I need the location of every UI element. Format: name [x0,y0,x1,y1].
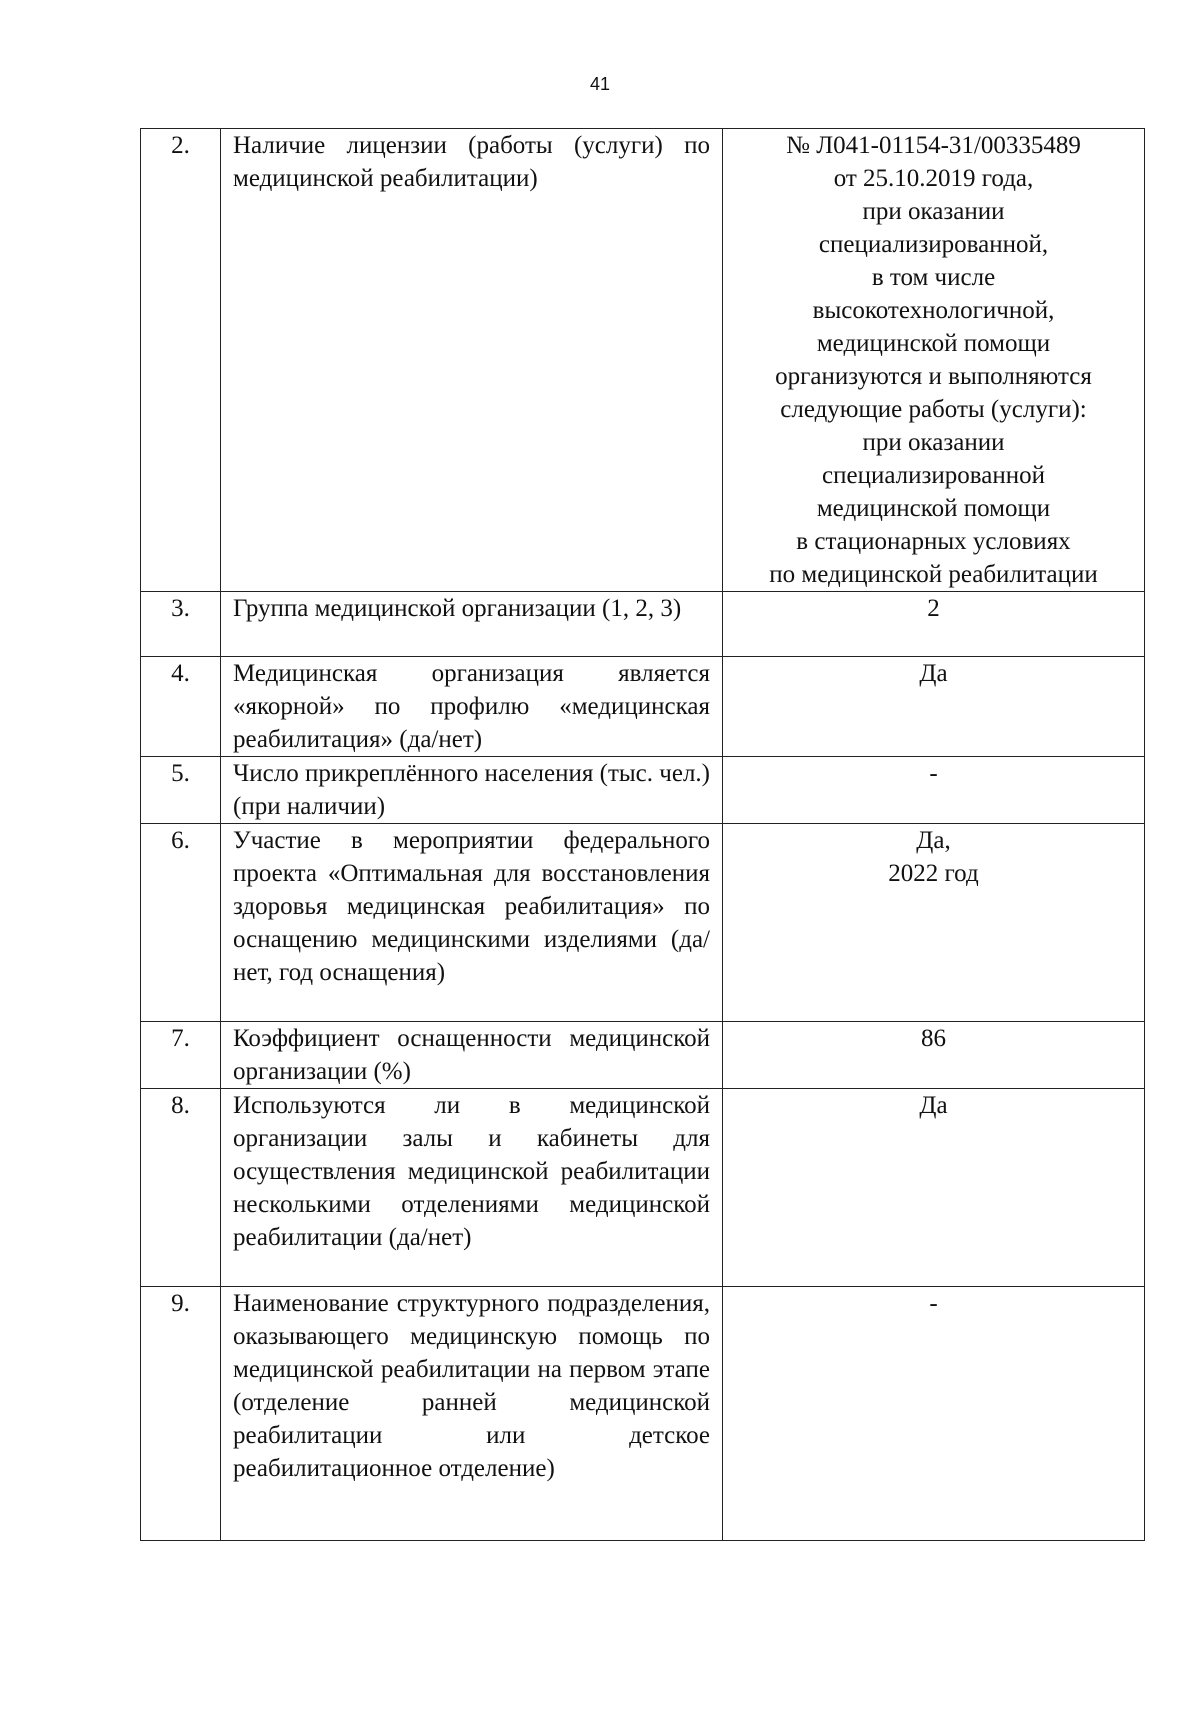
table-row [141,592,1145,657]
value-line: специализированной, [818,231,1049,258]
value-line: по медицинской реабилитации [769,561,1098,588]
value-line: от 25.10.2019 года, [833,165,1034,192]
row-name: Участие в мероприятии федерального проекта «Оптимальная для восстановления здоровья медицинская реабилитация» по оснащению медицинскими изделиями (да/нет, год оснащения) [221,824,723,1022]
row-number: 6. [141,824,221,1022]
value-line: высокотехнологичной, [812,297,1055,324]
row-number: 9. [141,1287,221,1541]
row-name: Используются ли в медицинской организации залы и кабинеты для осуществления медицинской реабилитации несколькими отделениями медицинской реабилитации (да/нет) [221,1089,723,1287]
value-line: Да [919,1092,948,1119]
row-name: Число прикреплённого населения (тыс. чел.) (при наличии) [221,757,723,824]
row-name: Коэффициент оснащенности медицинской организации (%) [221,1022,723,1089]
row-number: 3. [141,592,221,657]
table-row [141,1089,1145,1287]
value-line: в стационарных условиях [796,528,1071,555]
value-line: при оказании [862,429,1005,456]
value-line: Да, [916,827,951,854]
row-value [723,1287,1145,1541]
value-line: следующие работы (услуги): [780,396,1087,423]
row-value [723,1089,1145,1287]
row-value [723,129,1145,592]
value-line: в том числе [871,264,996,291]
value-line: медицинской помощи [816,495,1051,522]
row-value [723,824,1145,1022]
row-value [723,757,1145,824]
row-name: Наличие лицензии (работы (услуги) по медицинской реабилитации) [221,129,723,592]
row-number: 7. [141,1022,221,1089]
value-line: 86 [921,1025,946,1052]
table-row [141,1287,1145,1541]
table-row [141,1022,1145,1089]
table-row [141,129,1145,592]
page-number: 41 [589,74,611,94]
value-line: организуются и выполняются [775,363,1092,390]
value-line: - [929,1290,938,1317]
row-number: 4. [141,657,221,757]
row-value [723,592,1145,657]
row-value [723,1022,1145,1089]
table-row [141,824,1145,1022]
row-number: 2. [141,129,221,592]
value-line: медицинской помощи [816,330,1051,357]
value-line: № Л041-01154-31/00335489 [786,132,1081,159]
value-line: 2 [927,595,940,622]
row-value [723,657,1145,757]
row-name: Медицинская организация является «якорной» по профилю «медицинская реабилитация» (да/нет) [221,657,723,757]
value-line: Да [919,660,948,687]
table-row [141,757,1145,824]
value-line: специализированной [822,462,1045,489]
row-number: 5. [141,757,221,824]
value-line: 2022 год [888,860,979,887]
row-number: 8. [141,1089,221,1287]
row-name: Группа медицинской организации (1, 2, 3) [221,592,723,657]
value-line: при оказании [862,198,1005,225]
rehabilitation-info-table [140,128,1145,1541]
row-name: Наименование структурного подразделения, оказывающего медицинскую помощь по медицинской реабилитации на первом этапе (отделение ранней медицинской реабилитации или детское реабилитационное отделение) [221,1287,723,1541]
value-line: - [929,760,938,787]
table-row [141,657,1145,757]
